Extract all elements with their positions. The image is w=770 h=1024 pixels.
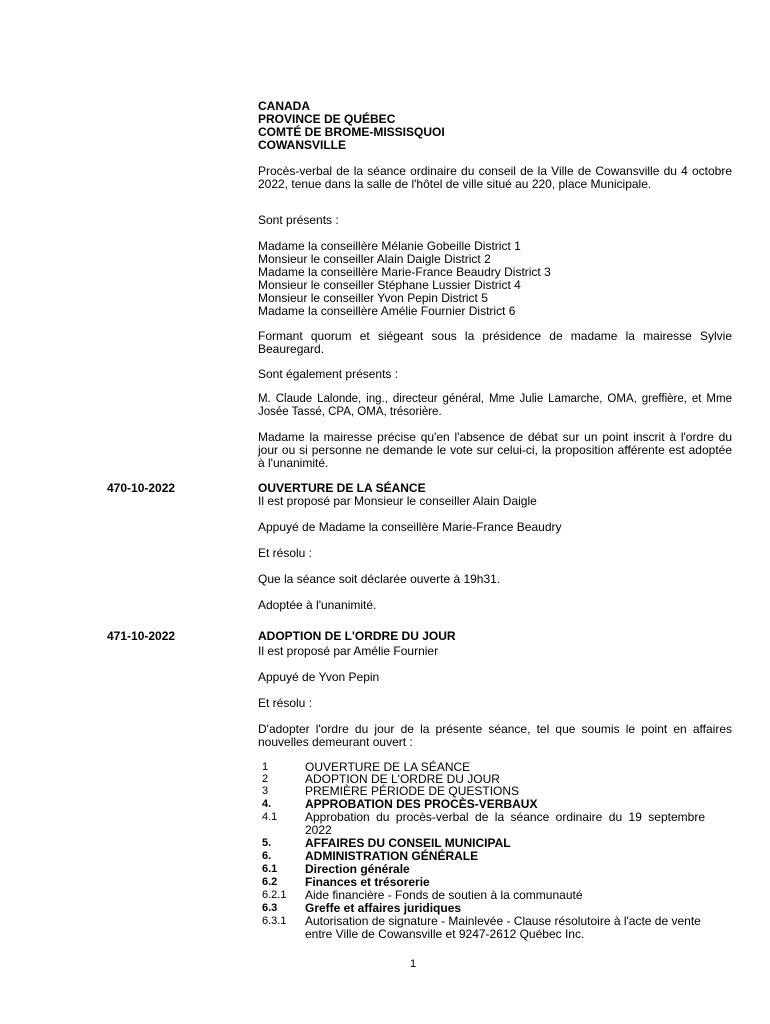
agenda-item-number: 6.3: [262, 902, 278, 914]
agenda-item-number: 6.3.1: [262, 915, 287, 927]
present-member: Madame la conseillère Amélie Fournier District 6: [258, 304, 516, 318]
agenda-item-label: Aide financière - Fonds de soutien à la communauté: [305, 888, 583, 902]
agenda-item-label: OUVERTURE DE LA SÉANCE: [305, 760, 471, 774]
agenda-item-label: APPROBATION DES PROCÈS-VERBAUX: [305, 797, 538, 811]
present-label: Sont présents :: [258, 213, 339, 227]
agenda-item-label: AFFAIRES DU CONSEIL MUNICIPAL: [305, 836, 511, 850]
resolution-number: 470-10-2022: [107, 481, 176, 495]
page-number: 1: [410, 958, 417, 970]
header-country: CANADA: [258, 99, 310, 113]
resolution-resolved: Et résolu :: [258, 546, 313, 560]
present-member: Monsieur le conseiller Yvon Pepin District 5: [258, 291, 488, 305]
agenda-item-number: 6.2: [262, 876, 278, 888]
agenda-item-label: PREMIÈRE PÉRIODE DE QUESTIONS: [305, 784, 520, 798]
agenda-item-label: Greffe et affaires juridiques: [305, 901, 462, 915]
present-member: Monsieur le conseiller Alain Daigle District 2: [258, 252, 491, 266]
agenda-item-number: 3: [262, 785, 269, 797]
agenda-item-label: ADMINISTRATION GÉNÉRALE: [305, 849, 479, 863]
quorum-paragraph: Formant quorum et siégeant sous la présidence de madame la mairesse Sylvie Beauregard.: [258, 329, 732, 356]
agenda-item-label: ADOPTION DE L'ORDRE DU JOUR: [305, 772, 500, 786]
also-present-paragraph: M. Claude Lalonde, ing., directeur général, Mme Julie Lamarche, OMA, greffière, et Mme Josée Tassé, CPA, OMA, trésorière.: [258, 393, 732, 418]
header-county: COMTÉ DE BROME-MISSISQUOI: [258, 125, 445, 139]
resolution-text: Que la séance soit déclarée ouverte à 19h31.: [258, 572, 501, 586]
agenda-item-number: 6.: [262, 850, 272, 862]
header-province: PROVINCE DE QUÉBEC: [258, 112, 396, 126]
agenda-item-number: 5.: [262, 837, 272, 849]
agenda-item-number: 6.1: [262, 863, 278, 875]
header-city: COWANSVILLE: [258, 138, 347, 152]
resolution-number: 471-10-2022: [107, 629, 176, 643]
intro-paragraph: Procès-verbal de la séance ordinaire du conseil de la Ville de Cowansville du 4 octobre 2022, tenue dans la salle de l'hôtel de ville situé au 220, place Municipale.: [258, 164, 732, 191]
resolution-seconded: Appuyé de Madame la conseillère Marie-France Beaudry: [258, 520, 562, 534]
also-present-label: Sont également présents :: [258, 367, 399, 381]
agenda-item-label: Approbation du procès-verbal de la séance ordinaire du 19 septembre 2022: [305, 810, 705, 837]
present-member: Madame la conseillère Mélanie Gobeille District 1: [258, 239, 521, 253]
resolution-adopted: Adoptée à l'unanimité.: [258, 598, 377, 612]
agenda-item-label: Direction générale: [305, 862, 410, 876]
mayor-note-paragraph: Madame la mairesse précise qu'en l'absence de débat sur un point inscrit à l'ordre du jour ou si personne ne demande le vote sur celui-ci, la proposition afférente est adoptée à l'unanimité.: [258, 430, 732, 470]
resolution-text: D'adopter l'ordre du jour de la présente séance, tel que soumis le point en affaires nouvelles demeurant ouvert :: [258, 722, 732, 749]
resolution-seconded: Appuyé de Yvon Pepin: [258, 670, 380, 684]
agenda-item-number: 4.1: [262, 811, 278, 823]
present-member: Monsieur le conseiller Stéphane Lussier District 4: [258, 278, 521, 292]
agenda-item-number: 2: [262, 773, 269, 785]
resolution-title: ADOPTION DE L'ORDRE DU JOUR: [258, 629, 456, 643]
resolution-title: OUVERTURE DE LA SÉANCE: [258, 481, 426, 495]
agenda-item-number: 4.: [262, 798, 272, 810]
resolution-proposed: Il est proposé par Amélie Fournier: [258, 644, 439, 658]
agenda-item-label: Autorisation de signature - Mainlevée - Clause résolutoire à l'acte de vente entre Ville de Cowansville et 9247-2612 Québec Inc.: [305, 914, 701, 941]
agenda-item-number: 6.2.1: [262, 889, 287, 901]
resolution-proposed: Il est proposé par Monsieur le conseiller Alain Daigle: [258, 494, 537, 508]
resolution-resolved: Et résolu :: [258, 696, 313, 710]
present-member: Madame la conseillère Marie-France Beaudry District 3: [258, 265, 551, 279]
agenda-item-number: 1: [262, 761, 269, 773]
agenda-item-label: Finances et trésorerie: [305, 875, 430, 889]
